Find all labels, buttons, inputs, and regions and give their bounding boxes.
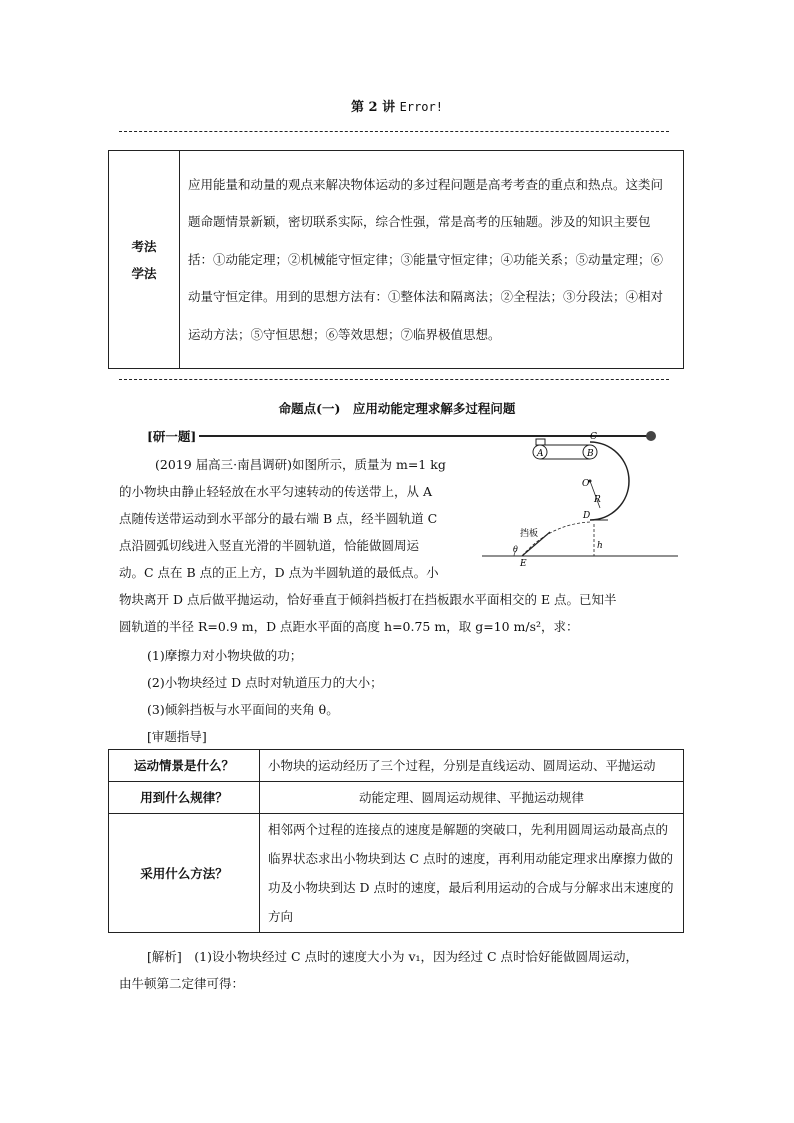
guide-answer: 小物块的运动经历了三个过程，分别是直线运动、圆周运动、平抛运动 — [260, 750, 684, 782]
label-d: D — [583, 511, 591, 521]
question-1: (1)摩擦力对小物块做的功； — [147, 648, 303, 663]
method-box — [108, 150, 684, 369]
label-board: 挡板 — [520, 529, 539, 539]
guide-question: 用到什么规律？ — [109, 782, 260, 814]
problem-line-2: 的小物块由静止轻轻放在水平匀速转动的传送带上，从 A — [119, 484, 433, 499]
problem-line-7: 圆轨道的半径 R=0.9 m，D 点距水平面的高度 h=0.75 m，取 g=10 m/s²，求： — [119, 619, 579, 634]
analysis-line-1: [解析] (1)设小物块经过 C 点时的速度大小为 v₁，因为经过 C 点时恰好能做圆周运动， — [147, 949, 639, 964]
table-row — [109, 750, 684, 782]
analysis-line-2: 由牛顿第二定律可得： — [119, 976, 245, 991]
guide-answer: 动能定理、圆周运动规律、平抛运动规律 — [260, 782, 684, 814]
problem-line-1: (2019 届高三·南昌调研)如图所示，质量为 m=1 kg — [155, 457, 446, 472]
label-r: R — [594, 495, 601, 505]
label-o: O — [582, 479, 590, 489]
trajectory — [522, 522, 590, 556]
guide-table — [108, 749, 684, 933]
method-box-label: 考法 学法 — [109, 151, 180, 369]
label-theta: θ — [513, 545, 518, 554]
problem-line-4: 点沿圆弧切线进入竖直光滑的半圆轨道，恰能做圆周运 — [119, 538, 420, 553]
dashed-divider-bottom — [119, 379, 669, 380]
question-3: (3)倾斜挡板与水平面间的夹角 θ。 — [147, 702, 339, 717]
page-title: 第 2 讲 Error! — [351, 100, 443, 115]
problem-figure — [480, 428, 680, 568]
label-b: B — [587, 449, 594, 459]
block — [536, 439, 545, 445]
label-a: A — [537, 449, 544, 459]
problem-line-3: 点随传送带运动到水平部分的最右端 B 点，经半圆轨道 C — [119, 511, 438, 526]
table-row — [109, 814, 684, 933]
guide-question: 采用什么方法？ — [109, 814, 260, 933]
table-row — [109, 782, 684, 814]
method-box-text: 应用能量和动量的观点来解决物体运动的多过程问题是高考考查的重点和热点。这类问题命题情景新颖，密切联系实际，综合性强，常是高考的压轴题。涉及的知识主要包括：①动能定理；②机械能守恒定律；③能量守恒定律；④功能关系；⑤动量定理；⑥动量守恒定律。用到的思想方法有：①整体法和隔离法；②全程法；③分段法；④相对运动方法；⑤守恒思想；⑥等效思想；⑦临界极值思想。 — [180, 151, 684, 369]
problem-line-6: 物块离开 D 点后做平抛运动，恰好垂直于倾斜挡板打在挡板跟水平面相交的 E 点。已知半 — [119, 592, 617, 607]
problem-line-5: 动。C 点在 B 点的正上方，D 点为半圆轨道的最低点。小 — [119, 565, 439, 580]
section-title: 命题点(一) 应用动能定理求解多过程问题 — [278, 401, 516, 416]
guide-answer: 相邻两个过程的连接点的速度是解题的突破口，先利用圆周运动最高点的临界状态求出小物块到达 C 点时的速度，再利用动能定理求出摩擦力做的功及小物块到达 D 点时的速度，最后利用运动的合成与分解求出末速度的方向 — [260, 814, 684, 933]
label-h: h — [597, 541, 603, 551]
question-2: (2)小物块经过 D 点时对轨道压力的大小； — [147, 675, 383, 690]
dashed-divider-top — [119, 131, 669, 132]
guide-question: 运动情景是什么？ — [109, 750, 260, 782]
label-c: C — [590, 432, 597, 442]
label-e: E — [520, 559, 527, 568]
research-label: [研一题] — [147, 429, 197, 444]
guide-label: [审题指导] — [147, 729, 207, 744]
semicircle-track — [590, 442, 629, 520]
